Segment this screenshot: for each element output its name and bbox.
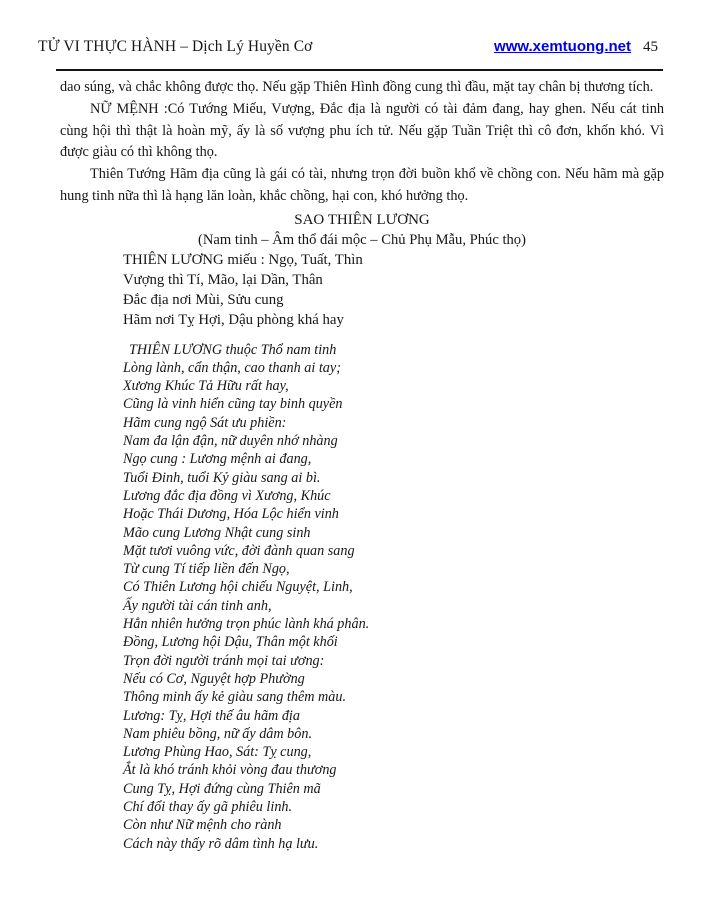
section-subtitle: (Nam tinh – Âm thổ đái mộc – Chủ Phụ Mẫu, Phúc thọ) [198, 231, 526, 248]
paragraph: dao súng, và chắc không được thọ. Nếu gặp Thiên Hình đồng cung thì đầu, mặt tay chân bị thương tích. [60, 79, 654, 95]
poem-line: Thông minh ấy kẻ giàu sang thêm màu. [123, 689, 347, 706]
paragraph: NỮ MỆNH :Có Tướng Miếu, Vượng, Đắc địa là người có tài đảm đang, hay ghen. Nếu cát tinh cùng hội thì thật là hoàn mỹ, ấy là số vượng phu ích tử. Nếu gặp Tuần Triệt thì cô đơn, khốn khó. Vì được giàu có thì không thọ. [60, 100, 664, 161]
poem-line: Cũng là vinh hiển cũng tay binh quyền [123, 396, 343, 413]
poem-line: Xương Khúc Tả Hữu rất hay, [123, 378, 289, 395]
poem-line: Lương Phùng Hao, Sát: Tỵ cung, [123, 744, 312, 761]
position-line: Hãm nơi Tỵ Hợi, Dậu phòng khá hay [123, 312, 344, 329]
poem-line: Lương đắc địa đồng vì Xương, Khúc [123, 487, 331, 504]
page-content [60, 77, 664, 853]
poem-line: Hẳn nhiên hưởng trọn phúc lành khá phân. [123, 616, 370, 633]
position-line: Vượng thì Tí, Mão, lại Dần, Thân [123, 271, 323, 288]
paragraph: Thiên Tướng Hãm địa cũng là gái có tài, nhưng trọn đời buồn khổ về chồng con. Nếu hãm mà gặp hung tinh nữa thì là hạng lăn loàn, khắc chồng, hại con, khó hưởng thọ. [60, 166, 664, 204]
poem-block [123, 341, 664, 853]
position-line: THIÊN LƯƠNG miếu : Ngọ, Tuất, Thìn [123, 251, 363, 268]
section-title: SAO THIÊN LƯƠNG [294, 211, 430, 228]
header-divider [56, 69, 663, 71]
poem-line: Hoặc Thái Dương, Hóa Lộc hiển vinh [123, 506, 339, 523]
poem-line: Đồng, Lương hội Dậu, Thân một khối [123, 634, 338, 651]
poem-line: Chí đổi thay ấy gã phiêu linh. [123, 799, 293, 816]
header-title: TỬ VI THỰC HÀNH – Dịch Lý Huyền Cơ [38, 38, 313, 55]
page-number: 45 [643, 39, 658, 55]
poem-line: Lương: Tỵ, Hợi thế âu hãm địa [123, 707, 300, 724]
position-line: Đắc địa nơi Mùi, Sửu cung [123, 292, 284, 309]
header-right [494, 38, 658, 56]
poem-line: Nếu có Cơ, Nguyệt hợp Phường [123, 670, 305, 687]
website-link[interactable]: www.xemtuong.net [494, 38, 631, 55]
poem-line: Còn như Nữ mệnh cho rành [123, 817, 282, 834]
poem-line: Nam phiêu bồng, nữ ấy dâm bôn. [123, 725, 313, 742]
poem-line: Cung Tỵ, Hợi đứng cùng Thiên mã [123, 780, 321, 797]
poem-line: Ấy người tài cán tinh anh, [123, 597, 272, 614]
poem-line: Từ cung Tí tiếp liền đến Ngọ, [123, 561, 290, 578]
poem-line: Mão cung Lương Nhật cung sinh [123, 524, 311, 541]
poem-line: Ắt là khó tránh khỏi vòng đau thương [123, 762, 337, 779]
page-header [38, 38, 658, 56]
poem-line: THIÊN LƯƠNG thuộc Thổ nam tinh [129, 341, 337, 358]
poem-line: Tuổi Đinh, tuổi Kỷ giàu sang ai bì. [123, 469, 321, 486]
poem-line: Hãm cung ngộ Sát ưu phiền: [123, 414, 287, 431]
paragraphs-block [60, 77, 664, 208]
poem-line: Ngọ cung : Lương mệnh ai đang, [123, 451, 312, 468]
poem-line: Cách này thấy rõ dâm tình hạ lưu. [123, 835, 319, 852]
poem-line: Mặt tươi vuông vức, đời đành quan sang [123, 542, 355, 559]
positions-block [123, 250, 664, 331]
poem-line: Trọn đời người tránh mọi tai ương: [123, 652, 325, 669]
poem-line: Lòng lành, cẩn thận, cao thanh ai tay; [123, 359, 341, 376]
poem-line: Có Thiên Lương hội chiếu Nguyệt, Linh, [123, 579, 353, 596]
poem-line: Nam đa lận đận, nữ duyên nhớ nhàng [123, 433, 338, 450]
